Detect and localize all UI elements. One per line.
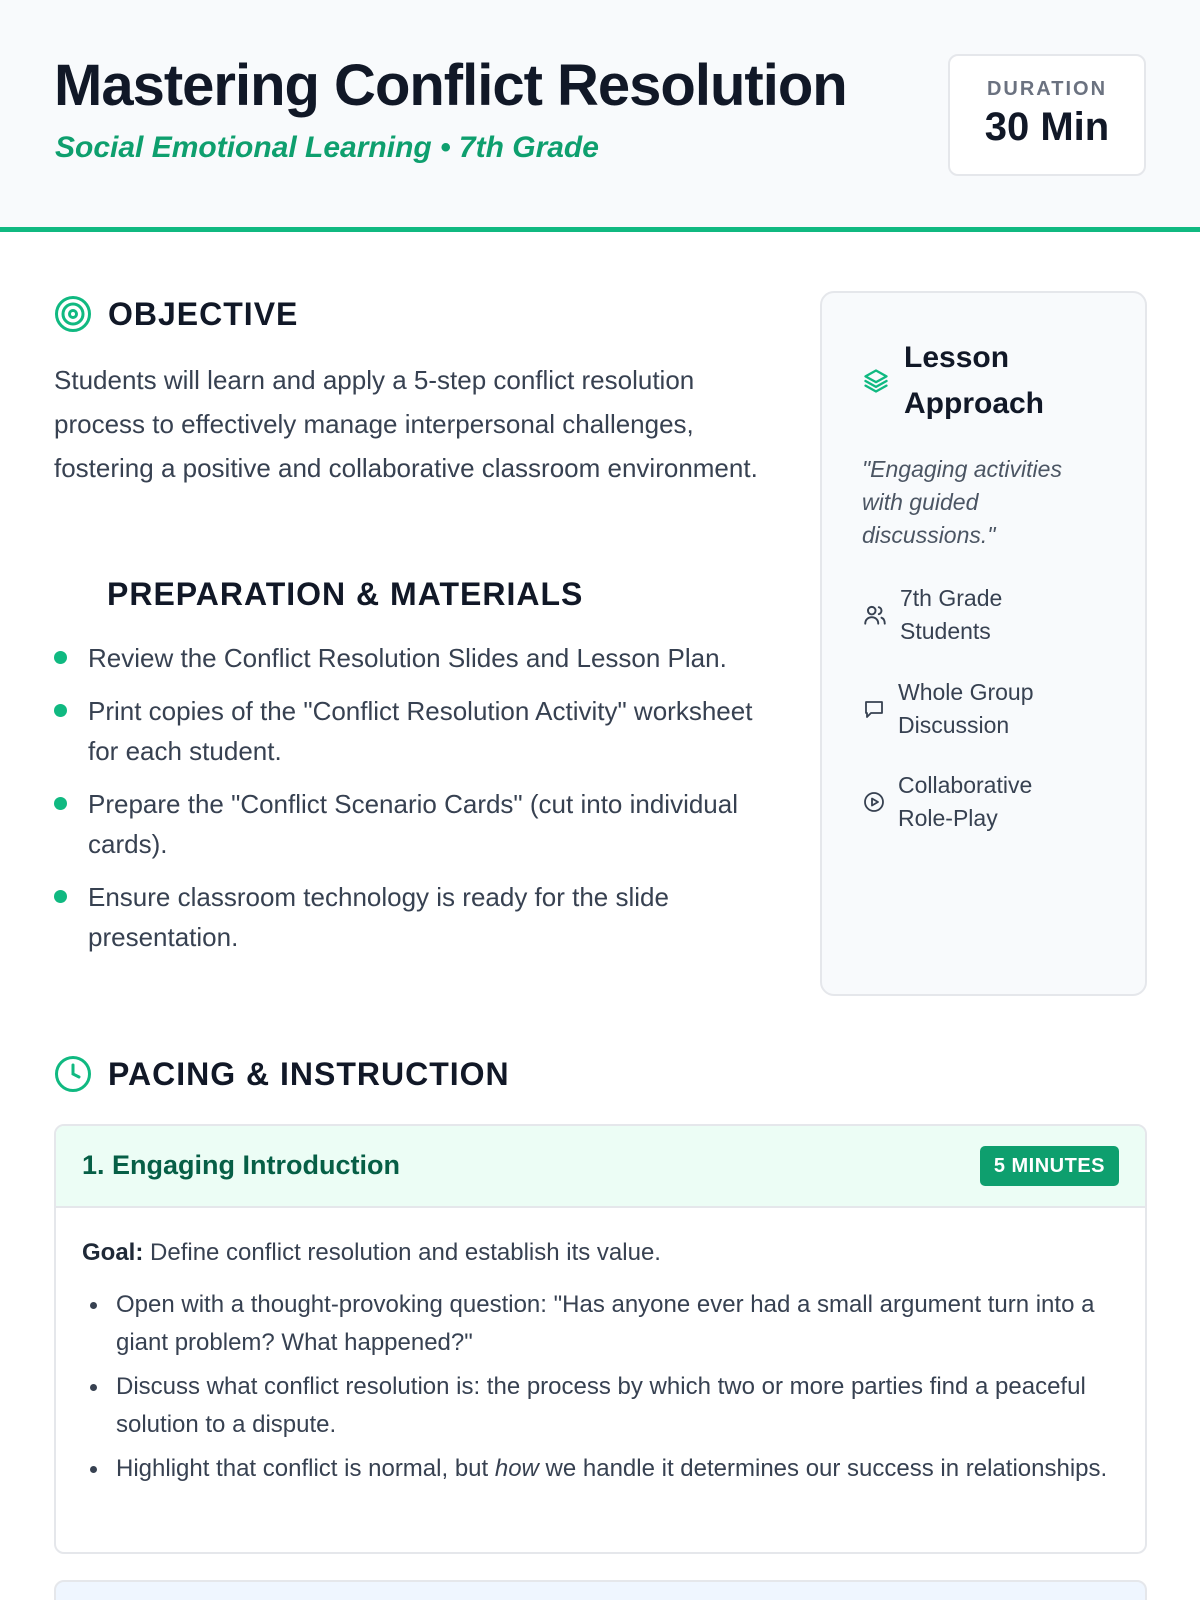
objective-heading	[54, 295, 298, 333]
approach-item-roleplay	[862, 769, 1068, 835]
pacing-step-card	[54, 1124, 1147, 1554]
clock-icon	[54, 1055, 92, 1093]
next-step-card	[54, 1580, 1147, 1600]
bullet-text: we handle it determines our success in relationships.	[538, 1455, 1108, 1482]
bullet-emphasis: how	[494, 1455, 539, 1482]
approach-title: Lesson Approach	[904, 341, 1045, 420]
objective-text: Students will learn and apply a 5-step conflict resolution process to effectively manage interpersonal challenges, fostering a positive and collaborative classroom environment.	[54, 365, 758, 483]
list-item: Ensure classroom technology is ready for the slide presentation.	[54, 877, 754, 957]
approach-item-label: 7th Grade Students	[900, 585, 1003, 644]
pacing-step-body	[56, 1208, 1145, 1488]
duration-label: DURATION	[986, 78, 1108, 100]
goal-label: Goal:	[82, 1239, 144, 1266]
approach-quote: "Engaging activities with guided discussions."	[862, 456, 1062, 548]
users-icon	[862, 602, 888, 628]
page-title: Mastering Conflict Resolution	[54, 53, 847, 118]
approach-item-audience	[862, 582, 1070, 648]
step-bullet-list	[82, 1286, 1119, 1488]
lesson-header	[0, 0, 1200, 232]
materials-title: PREPARATION & MATERIALS	[107, 576, 584, 612]
chat-icon	[862, 697, 886, 721]
list-item: Prepare the "Conflict Scenario Cards" (cut into individual cards).	[54, 784, 754, 864]
goal-text: Define conflict resolution and establish its value.	[143, 1239, 661, 1266]
pacing-title: PACING & INSTRUCTION	[108, 1055, 510, 1092]
goal-line	[82, 1236, 1119, 1270]
objective-title: OBJECTIVE	[108, 295, 299, 332]
pacing-step-header	[56, 1126, 1145, 1208]
duration-badge: 5 MINUTES	[980, 1146, 1119, 1186]
list-item: Print copies of the "Conflict Resolution Activity" worksheet for each student.	[54, 691, 754, 771]
materials-heading	[107, 576, 583, 613]
lesson-approach-card	[820, 291, 1147, 996]
duration-value: 30 Min	[984, 105, 1110, 149]
materials-list	[54, 638, 754, 970]
list-item: Open with a thought-provoking question: "Has anyone ever had a small argument turn into a giant problem? What happened?"	[82, 1286, 1119, 1362]
layers-icon	[862, 367, 890, 395]
list-item: Review the Conflict Resolution Slides and Lesson Plan.	[54, 638, 754, 678]
approach-item-label: Whole Group Discussion	[898, 679, 1034, 738]
pacing-step-title: 1. Engaging Introduction	[82, 1150, 400, 1180]
approach-item-discussion	[862, 676, 1068, 742]
list-item: Discuss what conflict resolution is: the process by which two or more parties find a peaceful solution to a dispute.	[82, 1368, 1119, 1444]
bullet-text: Highlight that conflict is normal, but	[116, 1455, 495, 1482]
pacing-heading	[54, 1055, 510, 1093]
approach-item-label: Collaborative Role-Play	[898, 772, 1033, 831]
page-subtitle: Social Emotional Learning • 7th Grade	[55, 131, 599, 164]
list-item	[82, 1450, 1119, 1488]
target-icon	[54, 295, 92, 333]
play-circle-icon	[862, 790, 886, 814]
approach-heading	[862, 335, 1084, 427]
duration-card	[948, 54, 1146, 176]
